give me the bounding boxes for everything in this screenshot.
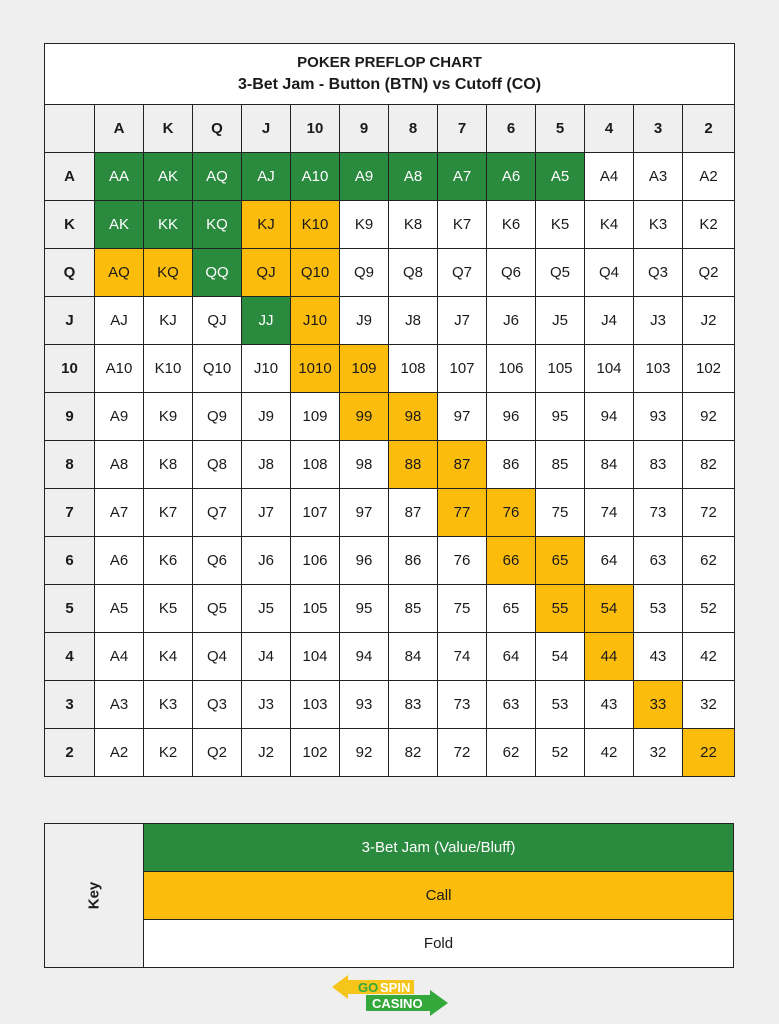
hand-cell: A3 [95, 681, 144, 729]
hand-cell: Q5 [536, 249, 585, 297]
hand-cell: 84 [389, 633, 438, 681]
hand-cell: Q10 [291, 249, 340, 297]
hand-cell: 88 [389, 441, 438, 489]
column-header-2: 2 [683, 105, 735, 153]
hand-cell: K5 [536, 201, 585, 249]
hand-cell: KJ [144, 297, 193, 345]
row-header-9: 9 [45, 393, 95, 441]
row-header-8: 8 [45, 441, 95, 489]
hand-cell: 107 [291, 489, 340, 537]
hand-cell: 87 [389, 489, 438, 537]
column-header-A: A [95, 105, 144, 153]
hand-cell: 63 [487, 681, 536, 729]
hand-cell: AK [95, 201, 144, 249]
hand-cell: A7 [438, 153, 487, 201]
hand-cell: 92 [340, 729, 389, 777]
chart-title: POKER PREFLOP CHART [297, 54, 482, 71]
row-header-7: 7 [45, 489, 95, 537]
hand-cell: KQ [144, 249, 193, 297]
hand-cell: A10 [291, 153, 340, 201]
hand-cell: 83 [634, 441, 683, 489]
hand-cell: 102 [683, 345, 735, 393]
column-header-4: 4 [585, 105, 634, 153]
hand-cell: 94 [585, 393, 634, 441]
hand-cell: KQ [193, 201, 242, 249]
column-header-3: 3 [634, 105, 683, 153]
hand-cell: 64 [585, 537, 634, 585]
hand-cell: A4 [95, 633, 144, 681]
hand-cell: 105 [291, 585, 340, 633]
hand-cell: J2 [242, 729, 291, 777]
hand-cell: J2 [683, 297, 735, 345]
hand-cell: 98 [340, 441, 389, 489]
hand-cell: Q4 [193, 633, 242, 681]
hand-cell: Q7 [438, 249, 487, 297]
hand-cell: 97 [438, 393, 487, 441]
hand-cell: A3 [634, 153, 683, 201]
hand-cell: 42 [585, 729, 634, 777]
hand-cell: 62 [487, 729, 536, 777]
column-header-8: 8 [389, 105, 438, 153]
gospin-casino-logo [332, 974, 448, 1016]
hand-cell: K3 [144, 681, 193, 729]
hand-cell: Q3 [634, 249, 683, 297]
hand-cell: J5 [242, 585, 291, 633]
hand-cell: K2 [683, 201, 735, 249]
hand-cell: 53 [536, 681, 585, 729]
hand-cell: J3 [634, 297, 683, 345]
hand-cell: QJ [242, 249, 291, 297]
hand-cell: 73 [438, 681, 487, 729]
table-row [45, 201, 735, 249]
hand-cell: J10 [242, 345, 291, 393]
hand-cell: Q6 [487, 249, 536, 297]
hand-cell: Q9 [340, 249, 389, 297]
table-row [45, 393, 735, 441]
hand-cell: AK [144, 153, 193, 201]
hand-cell: AA [95, 153, 144, 201]
column-header-J: J [242, 105, 291, 153]
row-header-3: 3 [45, 681, 95, 729]
table-row [45, 729, 735, 777]
hand-cell: Q10 [193, 345, 242, 393]
key-table [44, 823, 734, 968]
hand-cell: Q6 [193, 537, 242, 585]
hand-cell: 93 [634, 393, 683, 441]
row-header-A: A [45, 153, 95, 201]
hand-cell: 97 [340, 489, 389, 537]
hand-cell: A8 [95, 441, 144, 489]
hand-cell: 104 [585, 345, 634, 393]
chart-subtitle: 3-Bet Jam - Button (BTN) vs Cutoff (CO) [237, 76, 542, 93]
hand-cell: 65 [487, 585, 536, 633]
hand-cell: 64 [487, 633, 536, 681]
hand-cell: 43 [585, 681, 634, 729]
row-header-10: 10 [45, 345, 95, 393]
hand-cell: KK [144, 201, 193, 249]
hand-cell: 1010 [291, 345, 340, 393]
hand-cell: K3 [634, 201, 683, 249]
hand-cell: 102 [291, 729, 340, 777]
hand-cell: AJ [242, 153, 291, 201]
hand-cell: K8 [389, 201, 438, 249]
hand-cell: J9 [340, 297, 389, 345]
hand-cell: 62 [683, 537, 735, 585]
row-header-4: 4 [45, 633, 95, 681]
hand-cell: 96 [340, 537, 389, 585]
hand-cell: K7 [438, 201, 487, 249]
hand-cell: J8 [242, 441, 291, 489]
hand-cell: 95 [340, 585, 389, 633]
hand-cell: 106 [487, 345, 536, 393]
hand-cell: QQ [193, 249, 242, 297]
key-call: Call [144, 872, 734, 920]
hand-cell: 109 [291, 393, 340, 441]
hand-cell: KJ [242, 201, 291, 249]
hand-cell: J4 [242, 633, 291, 681]
hand-cell: A2 [683, 153, 735, 201]
hand-cell: 66 [487, 537, 536, 585]
hand-cell: K4 [585, 201, 634, 249]
hand-cell: J7 [242, 489, 291, 537]
logo-spin-text: SPIN [380, 980, 411, 995]
hand-cell: 82 [389, 729, 438, 777]
hand-cell: A10 [95, 345, 144, 393]
hand-grid [45, 153, 735, 777]
hand-cell: 85 [389, 585, 438, 633]
key-label-text: Key [85, 881, 103, 910]
table-row [45, 345, 735, 393]
hand-cell: J10 [291, 297, 340, 345]
hand-cell: 98 [389, 393, 438, 441]
column-header-row [45, 105, 735, 153]
hand-cell: 108 [389, 345, 438, 393]
table-row [45, 153, 735, 201]
hand-cell: J6 [242, 537, 291, 585]
table-row [45, 249, 735, 297]
hand-cell: A7 [95, 489, 144, 537]
hand-cell: A2 [95, 729, 144, 777]
hand-cell: J6 [487, 297, 536, 345]
hand-cell: 75 [438, 585, 487, 633]
hand-cell: 43 [634, 633, 683, 681]
hand-cell: 72 [683, 489, 735, 537]
row-header-6: 6 [45, 537, 95, 585]
row-header-5: 5 [45, 585, 95, 633]
hand-cell: Q9 [193, 393, 242, 441]
hand-cell: K8 [144, 441, 193, 489]
hand-cell: J9 [242, 393, 291, 441]
hand-cell: QJ [193, 297, 242, 345]
hand-cell: A5 [536, 153, 585, 201]
column-header-5: 5 [536, 105, 585, 153]
column-header-K: K [144, 105, 193, 153]
column-header-10: 10 [291, 105, 340, 153]
hand-cell: 32 [634, 729, 683, 777]
key-fold: Fold [144, 920, 734, 968]
hand-cell: 76 [487, 489, 536, 537]
column-header-9: 9 [340, 105, 389, 153]
hand-cell: 74 [438, 633, 487, 681]
hand-cell: AQ [193, 153, 242, 201]
key-jam: 3-Bet Jam (Value/Bluff) [144, 824, 734, 872]
hand-cell: A9 [340, 153, 389, 201]
hand-cell: K6 [487, 201, 536, 249]
hand-cell: Q5 [193, 585, 242, 633]
hand-cell: 96 [487, 393, 536, 441]
hand-cell: 93 [340, 681, 389, 729]
hand-cell: K2 [144, 729, 193, 777]
hand-cell: K9 [340, 201, 389, 249]
preflop-chart-table [44, 43, 735, 777]
hand-cell: 76 [438, 537, 487, 585]
hand-cell: Q8 [389, 249, 438, 297]
hand-cell: A6 [487, 153, 536, 201]
hand-cell: 109 [340, 345, 389, 393]
hand-cell: 86 [389, 537, 438, 585]
hand-cell: 82 [683, 441, 735, 489]
hand-cell: 72 [438, 729, 487, 777]
hand-cell: 22 [683, 729, 735, 777]
hand-cell: AJ [95, 297, 144, 345]
table-row [45, 489, 735, 537]
hand-cell: J4 [585, 297, 634, 345]
hand-cell: 103 [634, 345, 683, 393]
row-header-K: K [45, 201, 95, 249]
hand-cell: 107 [438, 345, 487, 393]
hand-cell: 83 [389, 681, 438, 729]
corner-cell [45, 105, 95, 153]
hand-cell: 94 [340, 633, 389, 681]
hand-cell: 54 [536, 633, 585, 681]
hand-cell: K5 [144, 585, 193, 633]
hand-cell: 105 [536, 345, 585, 393]
hand-cell: 103 [291, 681, 340, 729]
hand-cell: 86 [487, 441, 536, 489]
column-header-7: 7 [438, 105, 487, 153]
hand-cell: A4 [585, 153, 634, 201]
hand-cell: Q4 [585, 249, 634, 297]
hand-cell: Q2 [193, 729, 242, 777]
hand-cell: K4 [144, 633, 193, 681]
hand-cell: 42 [683, 633, 735, 681]
hand-cell: 75 [536, 489, 585, 537]
hand-cell: 95 [536, 393, 585, 441]
table-row [45, 681, 735, 729]
hand-cell: 104 [291, 633, 340, 681]
hand-cell: 73 [634, 489, 683, 537]
table-row [45, 633, 735, 681]
hand-cell: AQ [95, 249, 144, 297]
hand-cell: JJ [242, 297, 291, 345]
hand-cell: 55 [536, 585, 585, 633]
hand-cell: 84 [585, 441, 634, 489]
logo-casino-text: CASINO [372, 996, 423, 1011]
hand-cell: K10 [291, 201, 340, 249]
row-header-2: 2 [45, 729, 95, 777]
hand-cell: 87 [438, 441, 487, 489]
hand-cell: Q8 [193, 441, 242, 489]
row-header-Q: Q [45, 249, 95, 297]
row-header-J: J [45, 297, 95, 345]
hand-cell: J5 [536, 297, 585, 345]
hand-cell: A8 [389, 153, 438, 201]
table-row [45, 537, 735, 585]
table-row [45, 441, 735, 489]
hand-cell: 92 [683, 393, 735, 441]
table-row [45, 297, 735, 345]
hand-cell: J3 [242, 681, 291, 729]
hand-cell: 99 [340, 393, 389, 441]
hand-cell: 108 [291, 441, 340, 489]
hand-cell: Q2 [683, 249, 735, 297]
logo-go-text: GO [358, 980, 379, 995]
hand-cell: 44 [585, 633, 634, 681]
hand-cell: K6 [144, 537, 193, 585]
hand-cell: A6 [95, 537, 144, 585]
hand-cell: J7 [438, 297, 487, 345]
hand-cell: 54 [585, 585, 634, 633]
hand-cell: K9 [144, 393, 193, 441]
column-header-Q: Q [193, 105, 242, 153]
hand-cell: 63 [634, 537, 683, 585]
hand-cell: 53 [634, 585, 683, 633]
hand-cell: K7 [144, 489, 193, 537]
hand-cell: 106 [291, 537, 340, 585]
hand-cell: 65 [536, 537, 585, 585]
column-header-6: 6 [487, 105, 536, 153]
hand-cell: Q7 [193, 489, 242, 537]
hand-cell: 77 [438, 489, 487, 537]
hand-cell: 52 [683, 585, 735, 633]
hand-cell: A9 [95, 393, 144, 441]
hand-cell: 33 [634, 681, 683, 729]
hand-cell: J8 [389, 297, 438, 345]
hand-cell: 32 [683, 681, 735, 729]
hand-cell: A5 [95, 585, 144, 633]
chart-header [45, 44, 735, 105]
hand-cell: 52 [536, 729, 585, 777]
hand-cell: Q3 [193, 681, 242, 729]
hand-cell: K10 [144, 345, 193, 393]
hand-cell: 85 [536, 441, 585, 489]
table-row [45, 585, 735, 633]
key-label [45, 824, 144, 968]
hand-cell: 74 [585, 489, 634, 537]
